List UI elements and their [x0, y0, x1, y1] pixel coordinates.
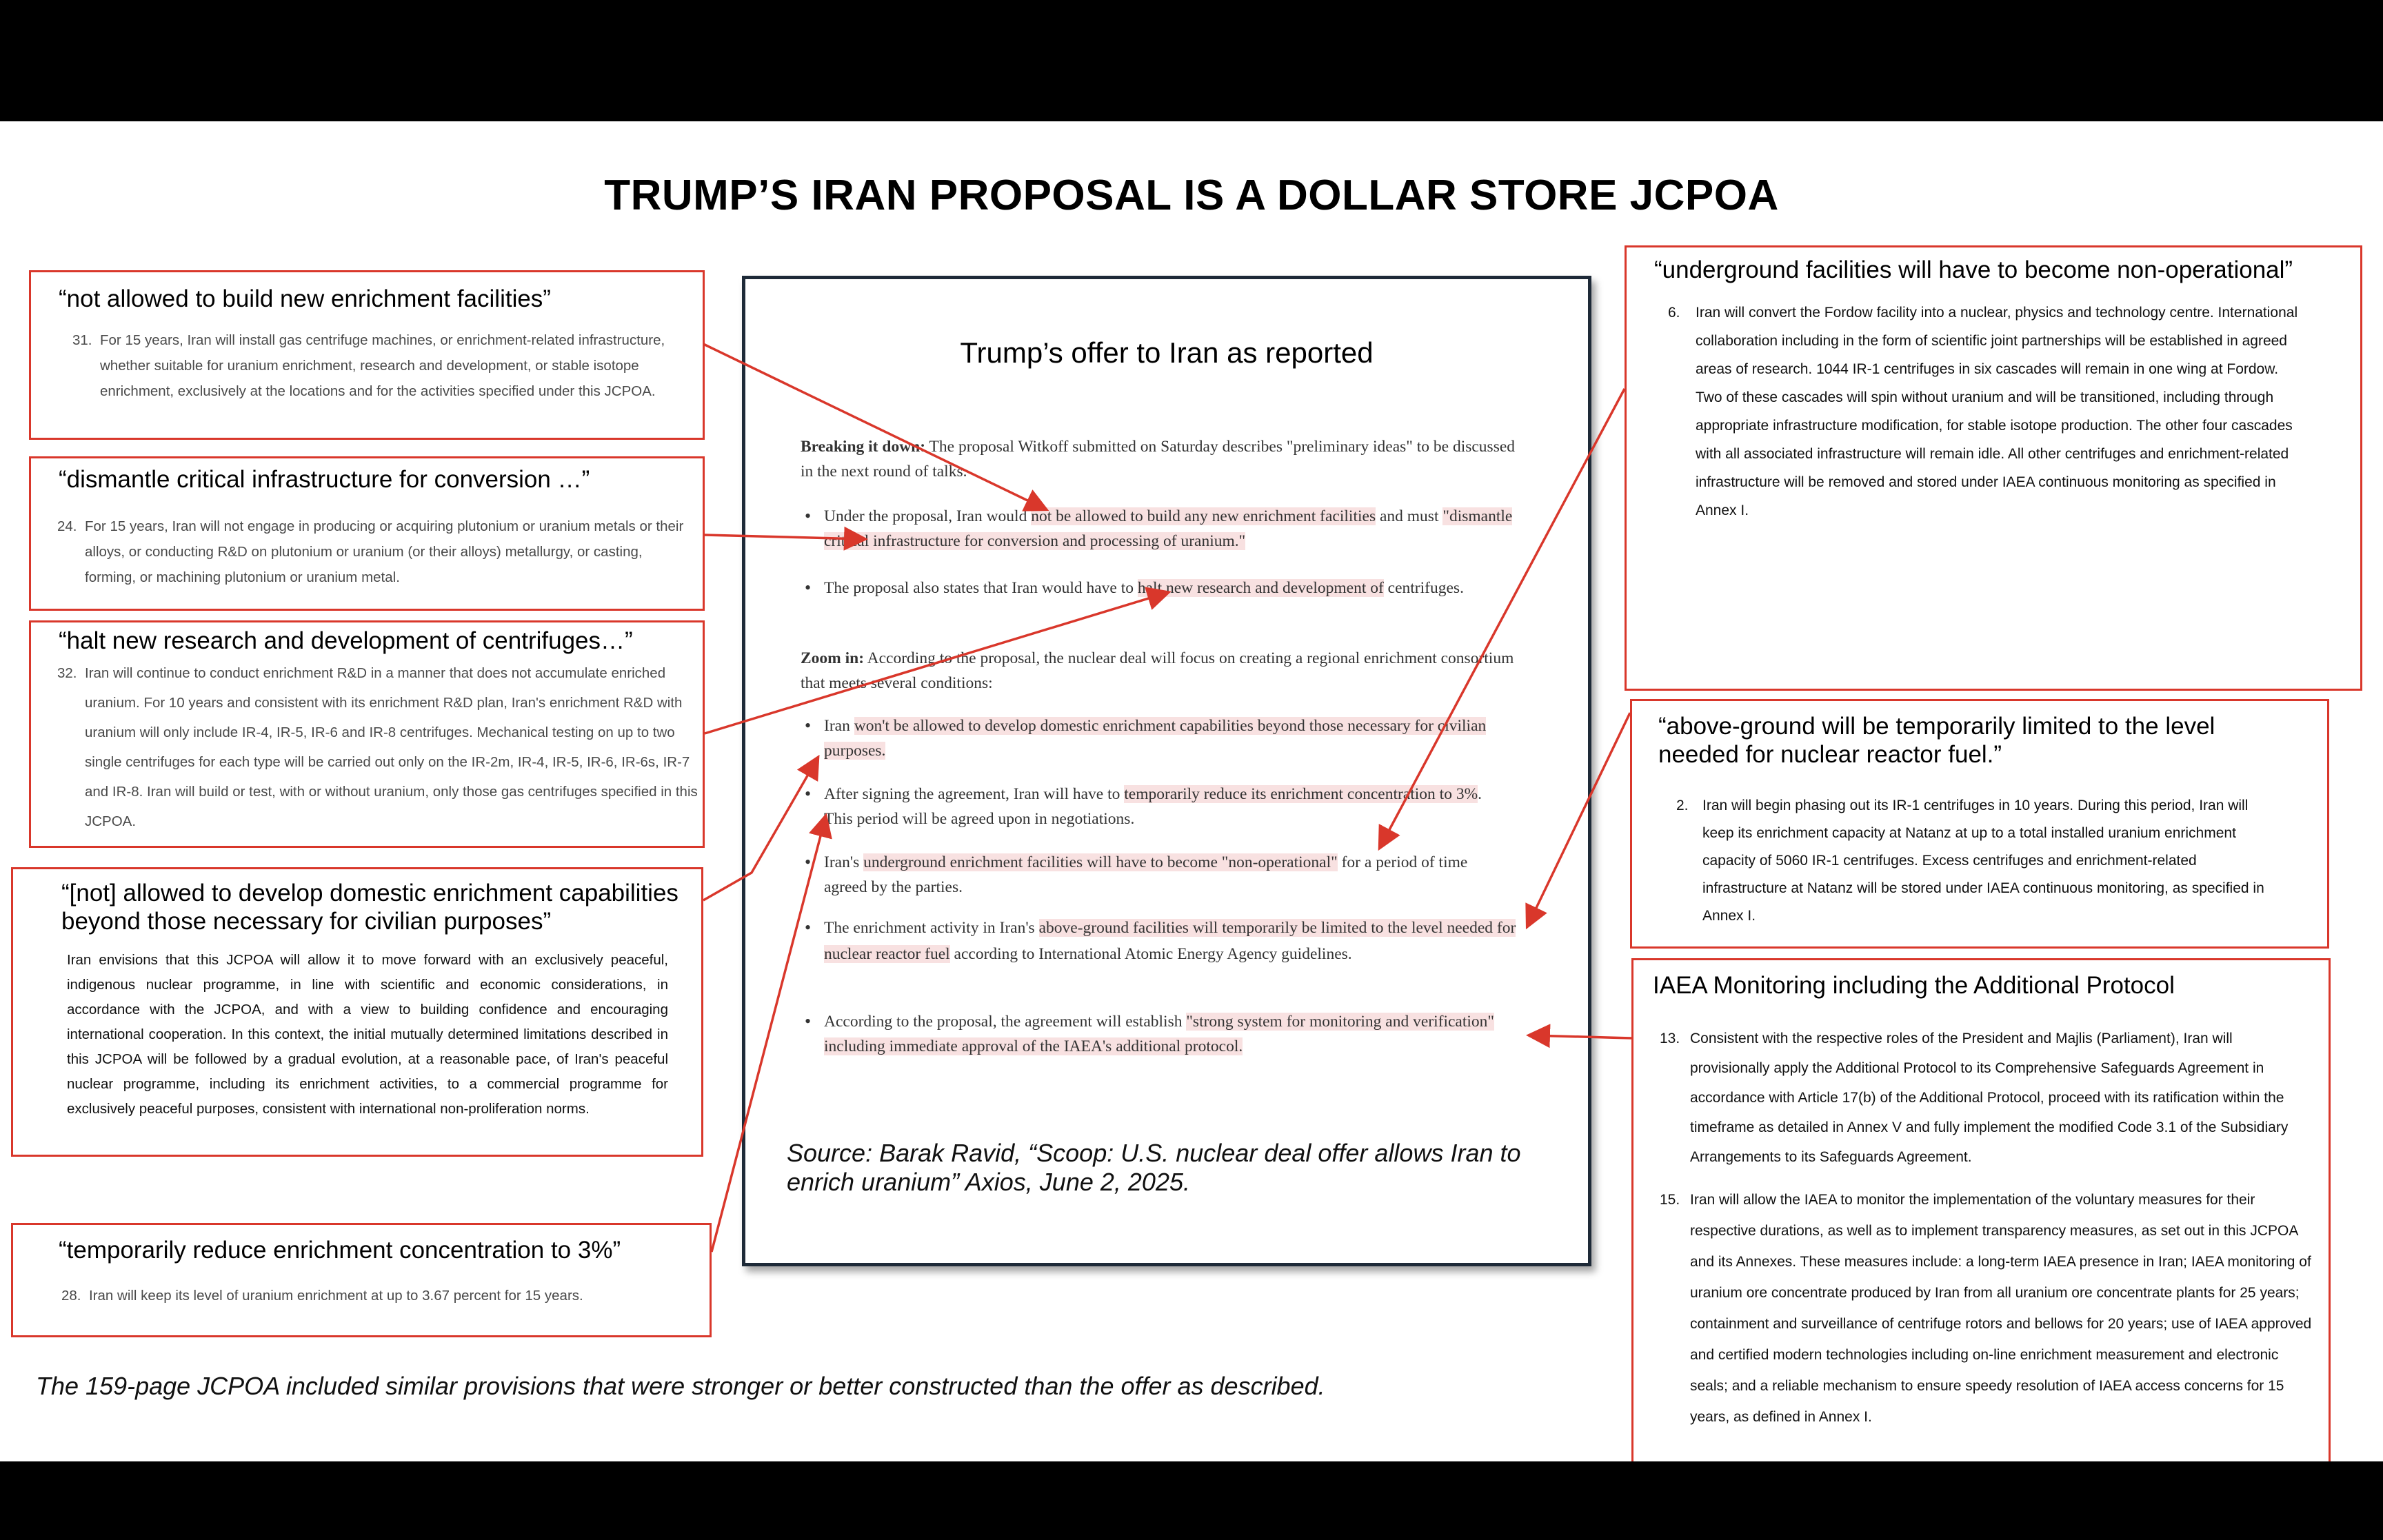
box-heading: “dismantle critical infrastructure for conversion …” — [59, 466, 590, 493]
box-body — [57, 658, 705, 836]
bullet-text: Iran's — [824, 853, 864, 871]
zoom-label: Zoom in: — [801, 649, 865, 667]
box-body — [72, 327, 693, 404]
box-heading: IAEA Monitoring including the Additional Protocol — [1653, 972, 2175, 999]
item-number: 31. — [72, 332, 92, 348]
box-body — [1676, 792, 2269, 930]
article-bullet — [824, 850, 1514, 900]
bullet-text: and must — [1376, 507, 1443, 525]
bullet-text: The enrichment activity in Iran's — [824, 919, 1039, 937]
item-number: 15. — [1660, 1192, 1680, 1208]
article-zoom — [801, 646, 1518, 696]
article-bullet — [824, 504, 1527, 554]
footer-note: The 159-page JCPOA included similar provisions that were stronger or better constructed than the offer as described. — [36, 1372, 1325, 1400]
highlight: won't be allowed to develop domestic enrichment capabilities beyond those necessary for civilian purposes. — [824, 717, 1487, 760]
article-bullet — [824, 1009, 1541, 1059]
item-text: For 15 years, Iran will install gas centrifuge machines, or enrichment-related infrastructure, whether suitable for uranium enrichment, research and development, or stable isotope enrichment, exclusively at the locations and for the activities specified under this JCPOA. — [100, 332, 665, 399]
item-text: Consistent with the respective roles of the President and Majlis (Parliament), Iran will provisionally apply the Additional Protocol to its Comprehensive Safeguards Agreement in accordance with Article 17(b) of the Additional Protocol, proceed with its ratification within the timeframe as detailed in Annex V and fully implement the modified Code 3.1 of the Subsidiary Arrangements to its Safeguards Agreement. — [1690, 1031, 2289, 1165]
highlight: above-ground facilities will temporarily be limited to the level needed for nuclear reactor fuel — [824, 919, 1516, 963]
highlight: "strong system for monitoring and verification" including immediate approval of the IAEA's additional protocol. — [824, 1013, 1495, 1055]
breaking-text: The proposal Witkoff submitted on Saturday describes "preliminary ideas" to be discussed in the next round of talks. — [801, 438, 1516, 480]
jcpoa-box-centrifuge-rd — [29, 620, 705, 848]
bullet-text: centrifuges. — [1383, 579, 1464, 597]
bullet-text: After signing the agreement, Iran will have to — [824, 785, 1125, 803]
jcpoa-box-conversion — [29, 456, 705, 611]
zoom-text: According to the proposal, the nuclear deal will focus on creating a regional enrichment consortium that meets several conditions: — [801, 649, 1514, 692]
item-text: Iran will begin phasing out its IR-1 centrifuges in 10 years. During this period, Iran will keep its enrichment capacity at Natanz at up to a total installed uranium enrichment capacity of 5060 IR-1 centrifuges. Excess centrifuges and enrichment-related infrastructure at Natanz will be stored under IAEA continuous monitoring, as specified in Annex I. — [1702, 798, 2264, 924]
article-bullet — [824, 576, 1527, 600]
item-text: Iran will allow the IAEA to monitor the implementation of the voluntary measures for their respective durations, as well as to implement transparency measures, as set out in this JCPOA and its Annexes. These measures include: a long-term IAEA presence in Iran; IAEA monitoring of uranium ore concentrate produced by Iran from all uranium ore concentrate plants for 25 years; containment and surveillance of centrifuge rotors and bellows for 20 years; use of IAEA approved and certified modern technologies including on-line enrichment measurement and electronic seals; and a reliable mechanism to ensure speedy resolution of IAEA access concerns for 15 years, as defined in Annex I. — [1690, 1192, 2312, 1425]
box-body — [57, 514, 692, 590]
box-heading: “underground facilities will have to become non-operational” — [1654, 256, 2293, 283]
highlight: halt new research and development of — [1137, 579, 1384, 597]
article-card — [742, 276, 1591, 1266]
article-breaking — [801, 434, 1518, 484]
highlight: not be allowed to build any new enrichment facilities — [1031, 507, 1376, 525]
box-body — [1668, 298, 2302, 525]
item-text: Iran will keep its level of uranium enrichment at up to 3.67 percent for 15 years. — [89, 1288, 583, 1304]
box-heading: “[not] allowed to develop domestic enrichment capabilities beyond those necessary for civilian purposes” — [61, 880, 678, 935]
box-body — [1660, 1024, 2315, 1432]
article-title: Trump’s offer to Iran as reported — [960, 336, 1374, 369]
jcpoa-box-enrichment-level — [11, 1223, 712, 1337]
bullet-text: Iran — [824, 717, 854, 735]
bullet-text: According to the proposal, the agreement will establish — [824, 1013, 1187, 1031]
jcpoa-box-iaea-monitoring — [1631, 958, 2331, 1461]
item-number: 13. — [1660, 1031, 1680, 1046]
page-title: TRUMP’S IRAN PROPOSAL IS A DOLLAR STORE JCPOA — [604, 172, 1779, 219]
article-bullet — [824, 782, 1507, 831]
jcpoa-box-natanz — [1630, 699, 2329, 949]
item-text: Iran will continue to conduct enrichment R&D in a manner that does not accumulate enriched uranium. For 10 years and consistent with its enrichment R&D plan, Iran's enrichment R&D with uranium will only include IR-4, IR-5, IR-6 and IR-8 centrifuges. Mechanical testing on up to two single centrifuges for each type will be carried out only on the IR-2m, IR-4, IR-5, IR-6, IR-6s, IR-7 and IR-8. Iran will build or test, with or without uranium, only those gas centrifuges specified in this JCPOA. — [85, 665, 698, 829]
item-text: Iran will convert the Fordow facility into a nuclear, physics and technology centre. International collaboration including in the form of scientific joint partnerships will be established in agreed areas of research. 1044 IR-1 centrifuges in six cascades will remain in one wing at Fordow. Two of these cascades will spin without uranium and will be transitioned, including through appropriate infrastructure modification, for stable isotope production. The other four cascades with all associated infrastructure will remain idle. All other centrifuges and enrichment-related infrastructure will be removed and stored under IAEA continuous monitoring as specified in Annex I. — [1696, 305, 2298, 518]
box-heading: “temporarily reduce enrichment concentration to 3%” — [59, 1237, 621, 1264]
slide — [0, 121, 2383, 1461]
breaking-label: Breaking it down: — [801, 438, 926, 456]
article-bullet — [824, 915, 1534, 967]
jcpoa-box-domestic-enrichment — [11, 867, 703, 1157]
box-heading: “above-ground will be temporarily limited to the level needed for nuclear reactor fuel.” — [1658, 713, 2215, 768]
article-source: Source: Barak Ravid, “Scoop: U.S. nuclear deal offer allows Iran to enrich uranium” Axios, June 2, 2025. — [787, 1139, 1521, 1196]
item-number: 2. — [1676, 798, 1689, 813]
article-bullet — [824, 713, 1520, 763]
box-heading: “not allowed to build new enrichment facilities” — [59, 285, 551, 312]
jcpoa-box-new-facilities — [29, 270, 705, 440]
highlight: underground enrichment facilities will have to become "non-operational" — [863, 853, 1338, 871]
bullet-text: according to International Atomic Energy Agency guidelines. — [949, 945, 1352, 963]
box-body: Iran envisions that this JCPOA will allow it to move forward with an exclusively peaceful, indigenous nuclear programme, in line with scientific and economic considerations, in accordance with the JCPOA, and with a view to building confidence and encouraging international cooperation. In this context, the initial mutually determined limitations described in this JCPOA will be followed by a gradual evolution, at a reasonable pace, of Iran's peaceful nuclear programme, including its enrichment activities, to a commercial programme for exclusively peaceful purposes, consistent with international non-proliferation norms. — [67, 952, 668, 1117]
highlight: "dismantle critical infrastructure for conversion and processing of uranium." — [824, 507, 1513, 550]
bullet-text: . This period will be agreed upon in negotiations. — [824, 785, 1482, 828]
bullet-text: Under the proposal, Iran would — [824, 507, 1032, 525]
item-number: 32. — [57, 665, 77, 681]
bullet-text: The proposal also states that Iran would have to — [824, 579, 1138, 597]
highlight: temporarily reduce its enrichment concentration to 3% — [1124, 785, 1478, 803]
box-heading: “halt new research and development of centrifuges…” — [59, 627, 633, 654]
bullet-text: for a period of time agreed by the parties. — [824, 853, 1468, 896]
jcpoa-box-fordow — [1625, 245, 2362, 691]
item-number: 24. — [57, 518, 77, 534]
item-number: 28. — [61, 1288, 81, 1304]
item-text: For 15 years, Iran will not engage in producing or acquiring plutonium or uranium metals or their alloys, or conducting R&D on plutonium or uranium (or their alloys) metallurgy, or casting, forming, or machining plutonium or uranium metal. — [85, 518, 684, 585]
box-body — [61, 1283, 682, 1308]
item-number: 6. — [1668, 305, 1680, 321]
